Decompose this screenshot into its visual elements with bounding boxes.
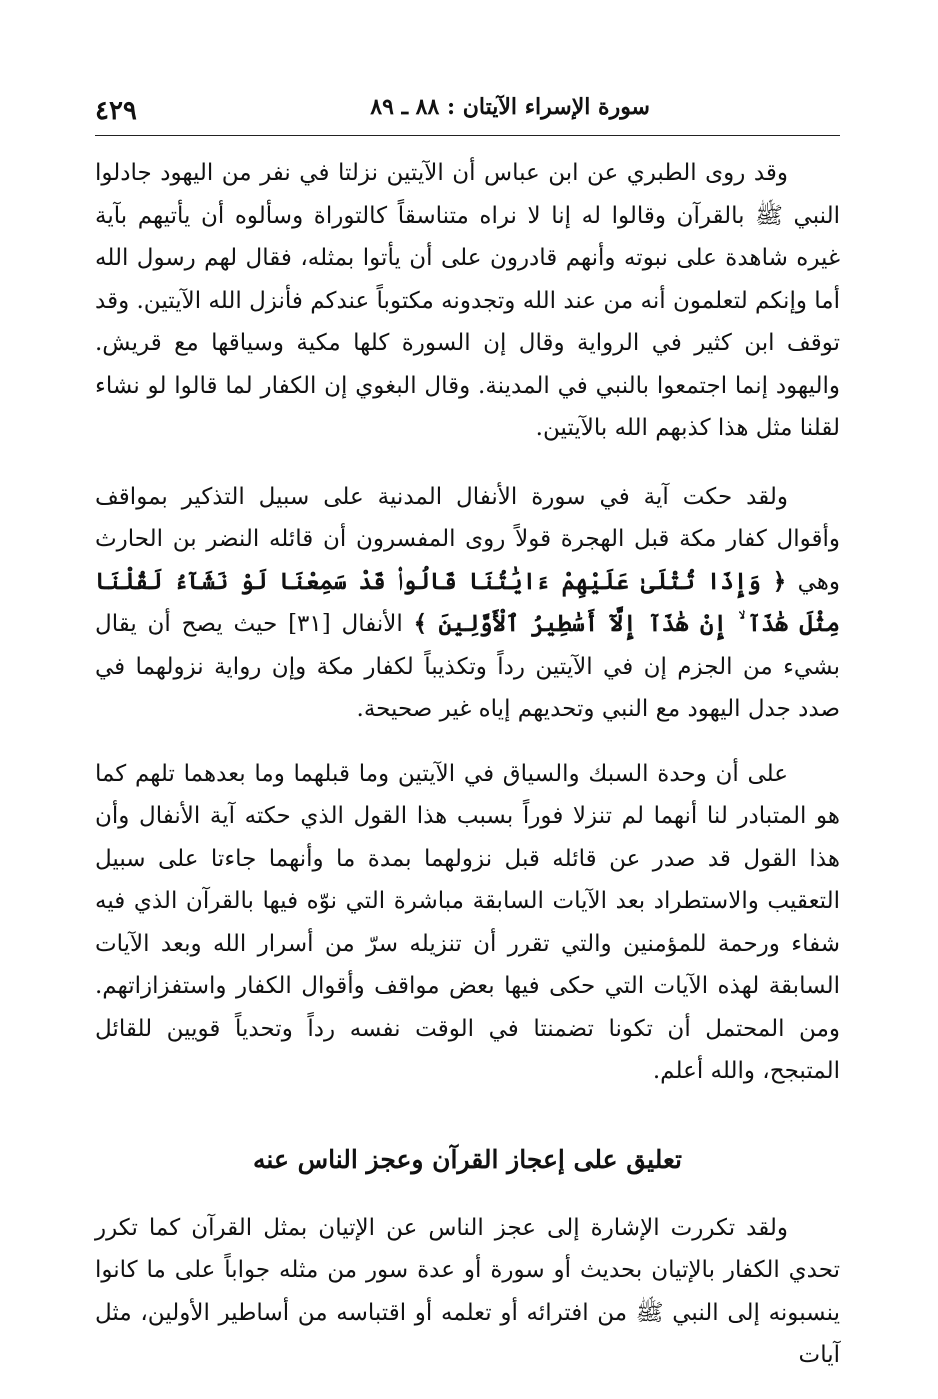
header-rule	[95, 135, 840, 136]
paragraph-4: ولقد تكررت الإشارة إلى عجز الناس عن الإتيان بمثل القرآن كما تكرر تحدي الكفار بالإتيان بحديث أو سورة أو عدة سور من مثله جواباً على ما كانوا ينسبونه إلى النبي ﷺ من افترائه أو تعلمه أو اقتباسه من أساطير الأولين، مثل آيات	[95, 1214, 840, 1368]
page-header	[95, 90, 840, 138]
paragraph-2-text-after: الأنفال [٣١] حيث يصح أن يقال بشيء من الجزم إن في الآيتين رداً وتكذيباً لكفار مكة وإن رواية نزولهما في صدد جدل اليهود مع النبي وتحديهم إياه غير صحيحة.	[95, 611, 840, 722]
paragraph-3: على أن وحدة السبك والسياق في الآيتين وما قبلهما وما بعدهما تلهم كما هو المتبادر لنا أنهما لم تنزلا فوراً بسبب هذا القول الذي حكته آية الأنفال وأن هذا القول قد صدر عن قائله قبل نزولهما بمدة ما وأنهما جاءتا على سبيل التعقيب والاستطراد بعد الآيات السابقة مباشرة التي نوّه فيها بالقرآن الذي فيه شفاء ورحمة للمؤمنين والتي تقرر أن تنزيله سرّ من أسرار الله وبعد الآيات السابقة لهذه الآيات التي حكى فيها بعض مواقف وأقوال الكفار واستفزازاتهم. ومن المحتمل أن تكونا تضمنتا في الوقت نفسه رداً وتحدياً قويين للقائل المتبجح، والله أعلم.	[95, 760, 841, 1084]
paragraph-1: وقد روى الطبري عن ابن عباس أن الآيتين نزلتا في نفر من اليهود جادلوا النبي ﷺ بالقرآن وقالوا له إنا لا نراه متناسقاً كالتوراة وسألوه أن يأتيهم بآية غيره شاهدة على نبوته وأنهم قادرون على أن يأتوا بمثله، فقال لهم رسول الله أما وإنكم لتعلمون أنه من عند الله وتجدونه مكتوباً عندكم فأنزل الله الآيتين. وقد توقف ابن كثير في الرواية وقال إن السورة كلها مكية وسياقها مع قريش. واليهود إنما اجتمعوا بالنبي في المدينة. وقال البغوي إن الكفار لما قالوا لو نشاء لقلنا مثل هذا كذبهم الله بالآيتين.	[95, 160, 840, 441]
quran-verse: ﴿ وَإِذَا تُتْلَىٰ عَلَيْهِمْ ءَايَٰتُنَا قَالُوا۟ قَدْ سَمِعْنَا لَوْ نَشَآءُ لَقُلْنَا مِثْلَ هَٰذَآ ۙ إِنْ هَٰذَآ إِلَّآ أَسَٰطِيرُ ٱلْأَوَّلِينَ ﴾	[95, 567, 840, 637]
section-heading: تعليق على إعجاز القرآن وعجز الناس عنه	[253, 1144, 682, 1174]
running-title: سورة الإسراء الآيتان : ٨٨ ـ ٨٩	[370, 94, 650, 120]
page-body	[95, 152, 840, 1399]
paragraph-2-text-before: ولقد حكت آية في سورة الأنفال المدنية على سبيل التذكير بمواقف وأقوال كفار مكة قبل الهجرة قولاً روى المفسرون أن قائله النضر بن الحارث وهي	[95, 483, 841, 595]
page-number: ٤٢٩	[95, 96, 137, 126]
paragraph-2	[95, 476, 840, 731]
